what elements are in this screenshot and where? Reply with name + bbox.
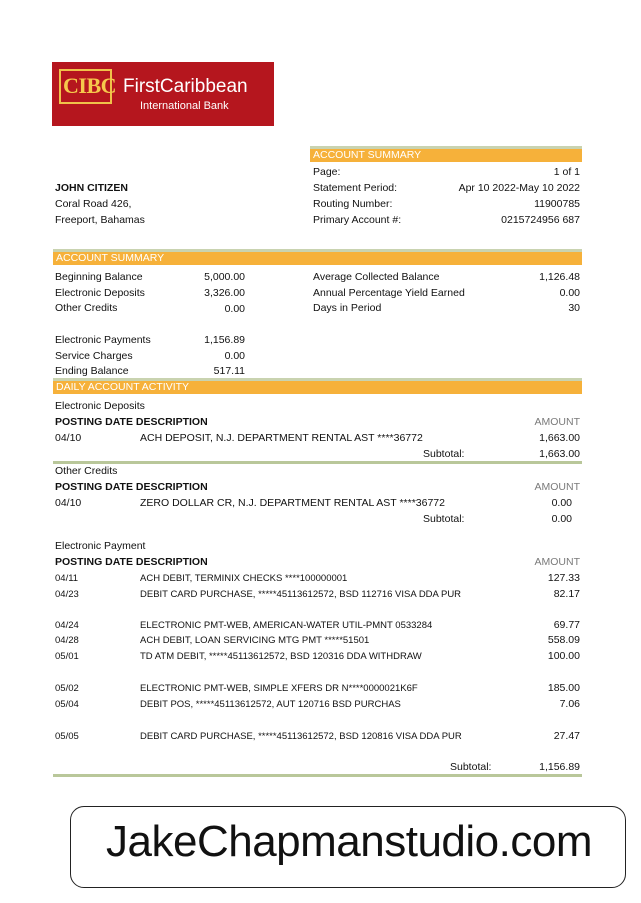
credits-section-title: Other Credits — [55, 465, 118, 477]
payments-column-header: POSTING DATE DESCRIPTION — [55, 556, 208, 568]
routing-number-value: 11900785 — [534, 198, 580, 210]
apy-earned-label: Annual Percentage Yield Earned — [313, 287, 465, 299]
days-in-period-label: Days in Period — [313, 302, 382, 314]
payment-row-date: 04/11 — [55, 573, 79, 584]
activity-bar: DAILY ACCOUNT ACTIVITY — [53, 381, 582, 394]
payment-row-amount: 82.17 — [553, 588, 580, 600]
credit-row-description: ZERO DOLLAR CR, N.J. DEPARTMENT RENTAL AST ****36772 — [140, 497, 445, 509]
payment-row-date: 05/04 — [55, 699, 79, 710]
other-credits-label: Other Credits — [55, 302, 118, 314]
electronic-payments-label: Electronic Payments — [55, 334, 151, 346]
payments-subtotal-value: 1,156.89 — [539, 761, 580, 773]
statement-period-value: Apr 10 2022-May 10 2022 — [458, 182, 580, 194]
beginning-balance-value: 5,000.00 — [204, 271, 245, 283]
payment-row-amount: 558.09 — [547, 634, 580, 646]
payment-row-amount: 27.47 — [553, 730, 580, 742]
payment-row-amount: 185.00 — [547, 682, 580, 694]
days-in-period-value: 30 — [568, 302, 580, 314]
page-value: 1 of 1 — [553, 166, 580, 178]
page-label: Page: — [313, 166, 341, 178]
other-credits-value: 0.00 — [224, 303, 245, 315]
deposits-subtotal-value: 1,663.00 — [539, 448, 580, 460]
credits-column-header: POSTING DATE DESCRIPTION — [55, 481, 208, 493]
payment-row-amount: 100.00 — [547, 650, 580, 662]
deposits-end-rule — [53, 461, 582, 464]
deposit-row-description: ACH DEPOSIT, N.J. DEPARTMENT RENTAL AST ****36772 — [140, 432, 423, 444]
payments-end-rule — [53, 774, 582, 777]
payment-row-description: DEBIT POS, *****45113612572, AUT 120716 BSD PURCHAS — [140, 699, 401, 710]
bank-logo — [52, 62, 274, 126]
payment-row-description: TD ATM DEBIT, *****45113612572, BSD 120316 DDA WITHDRAW — [140, 651, 422, 662]
watermark-box — [70, 806, 626, 888]
payment-row-amount: 69.77 — [553, 619, 580, 631]
payments-subtotal-label: Subtotal: — [450, 761, 492, 773]
payment-row-description: DEBIT CARD PURCHASE, *****45113612572, BSD 112716 VISA DDA PUR — [140, 589, 462, 600]
service-charges-label: Service Charges — [55, 350, 133, 362]
payment-row-date: 04/24 — [55, 620, 79, 631]
summary-header-bar: ACCOUNT SUMMARY — [310, 149, 582, 162]
ending-balance-label: Ending Balance — [55, 365, 129, 377]
avg-collected-balance-value: 1,126.48 — [539, 271, 580, 283]
primary-account-value: 0215724956 687 — [501, 214, 580, 226]
payment-row-date: 05/01 — [55, 651, 79, 662]
customer-address-line1: Coral Road 426, — [55, 198, 132, 210]
apy-earned-value: 0.00 — [559, 287, 580, 299]
routing-number-label: Routing Number: — [313, 198, 393, 210]
account-summary-bar: ACCOUNT SUMMARY — [53, 252, 582, 265]
customer-name: JOHN CITIZEN — [55, 182, 128, 194]
electronic-deposits-label: Electronic Deposits — [55, 287, 145, 299]
payment-row-amount: 127.33 — [547, 572, 580, 584]
payment-row-date: 05/02 — [55, 683, 79, 694]
deposits-amount-header: AMOUNT — [534, 416, 580, 428]
logo-mark: CIBC — [63, 73, 117, 98]
payment-row-date: 04/28 — [55, 635, 79, 646]
credit-row-date: 04/10 — [55, 497, 82, 509]
credit-row-amount: 0.00 — [551, 497, 572, 509]
payment-row-amount: 7.06 — [559, 698, 580, 710]
logo-name: FirstCaribbean — [123, 76, 248, 97]
payment-row-date: 05/05 — [55, 731, 79, 742]
deposits-section-title: Electronic Deposits — [55, 400, 145, 412]
deposits-column-header: POSTING DATE DESCRIPTION — [55, 416, 208, 428]
statement-period-label: Statement Period: — [313, 182, 398, 194]
credits-subtotal-value: 0.00 — [551, 513, 572, 525]
primary-account-label: Primary Account #: — [313, 214, 402, 226]
customer-address-line2: Freeport, Bahamas — [55, 214, 145, 226]
beginning-balance-label: Beginning Balance — [55, 271, 143, 283]
deposit-row-date: 04/10 — [55, 432, 82, 444]
deposits-subtotal-label: Subtotal: — [423, 448, 465, 460]
service-charges-value: 0.00 — [224, 350, 245, 362]
payments-section-title: Electronic Payment — [55, 540, 146, 552]
ending-balance-value: 517.11 — [213, 365, 245, 377]
payment-row-description: ELECTRONIC PMT-WEB, AMERICAN-WATER UTIL-PMNT 0533284 — [140, 620, 433, 631]
watermark-text: JakeChapmanstudio.com — [106, 817, 592, 866]
deposit-row-amount: 1,663.00 — [539, 432, 580, 444]
electronic-deposits-value: 3,326.00 — [204, 287, 245, 299]
payments-amount-header: AMOUNT — [534, 556, 580, 568]
electronic-payments-value: 1,156.89 — [204, 334, 245, 346]
avg-collected-balance-label: Average Collected Balance — [313, 271, 440, 283]
payment-row-description: ACH DEBIT, LOAN SERVICING MTG PMT *****51501 — [140, 635, 370, 646]
payment-row-date: 04/23 — [55, 589, 79, 600]
credits-amount-header: AMOUNT — [534, 481, 580, 493]
payment-row-description: DEBIT CARD PURCHASE, *****45113612572, BSD 120816 VISA DDA PUR — [140, 731, 462, 742]
payment-row-description: ELECTRONIC PMT-WEB, SIMPLE XFERS DR N****0000021K6F — [140, 683, 418, 694]
credits-subtotal-label: Subtotal: — [423, 513, 465, 525]
payment-row-description: ACH DEBIT, TERMINIX CHECKS ****100000001 — [140, 573, 348, 584]
logo-subtitle: International Bank — [140, 100, 229, 112]
